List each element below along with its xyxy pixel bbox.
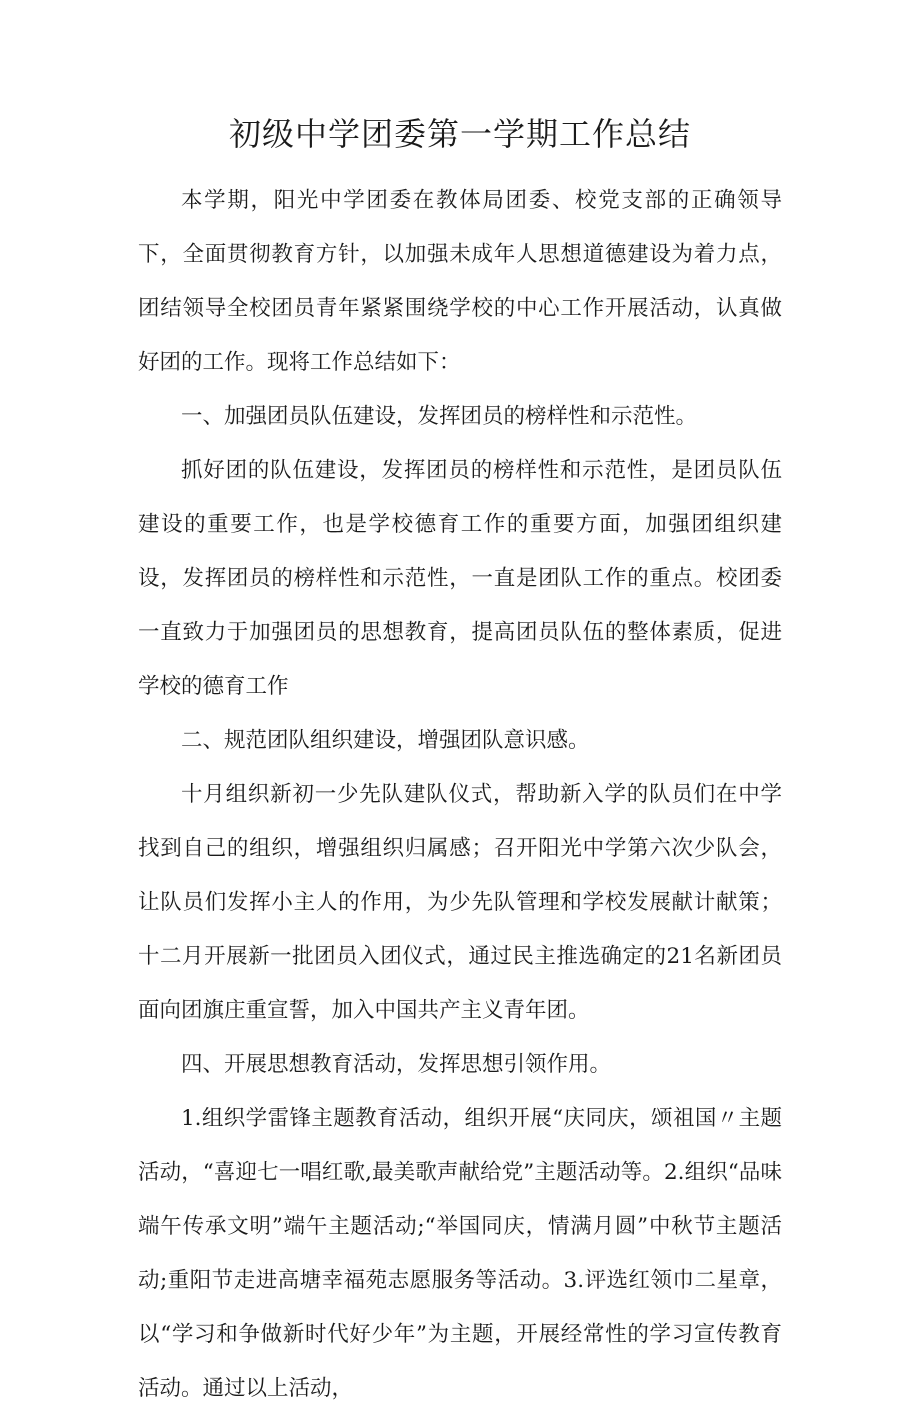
- paragraph-section-2: 十月组织新初一少先队建队仪式，帮助新入学的队员们在中学找到自己的组织，增强组织归属感；召开阳光中学第六次少队会，让队员们发挥小主人的作用，为少先队管理和学校发展献计献策；十二月开展新一批团员入团仪式，通过民主推选确定的21名新团员面向团旗庄重宣誓，加入中国共产主义青年团。: [138, 782, 782, 1023]
- paragraph-section-1: 抓好团的队伍建设，发挥团员的榜样性和示范性，是团员队伍建设的重要工作，也是学校德育工作的重要方面，加强团组织建设，发挥团员的榜样性和示范性，一直是团队工作的重点。校团委一直致力于加强团员的思想教育，提高团员队伍的整体素质，促进学校的德育工作: [138, 458, 782, 699]
- section-heading-4: 四、开展思想教育活动，发挥思想引领作用。: [181, 1052, 612, 1077]
- document-title: 初级中学团委第一学期工作总结: [228, 115, 691, 153]
- paragraph-section-4: 1.组织学雷锋主题教育活动，组织开展“庆同庆，颂祖国〃主题活动，“喜迎七一唱红歌,最美歌声献给党”主题活动等。2.组织“品味端午传承文明”端午主题活动;“举国同庆，情满月圆”中秋节主题活动;重阳节走进高塘幸福苑志愿服务等活动。3.评选红领巾二星章，以“学习和争做新时代好少年”为主题，开展经常性的学习宣传教育活动。通过以上活动，: [138, 1106, 782, 1401]
- section-heading-1: 一、加强团员队伍建设，发挥团员的榜样性和示范性。: [181, 404, 698, 429]
- section-heading-2: 二、规范团队组织建设，增强团队意识感。: [181, 728, 590, 753]
- paragraph-intro: 本学期，阳光中学团委在教体局团委、校党支部的正确领导下，全面贯彻教育方针，以加强未成年人思想道德建设为着力点，团结领导全校团员青年紧紧围绕学校的中心工作开展活动，认真做好团的工作。现将工作总结如下：: [138, 188, 782, 375]
- document-body: [138, 174, 782, 1416]
